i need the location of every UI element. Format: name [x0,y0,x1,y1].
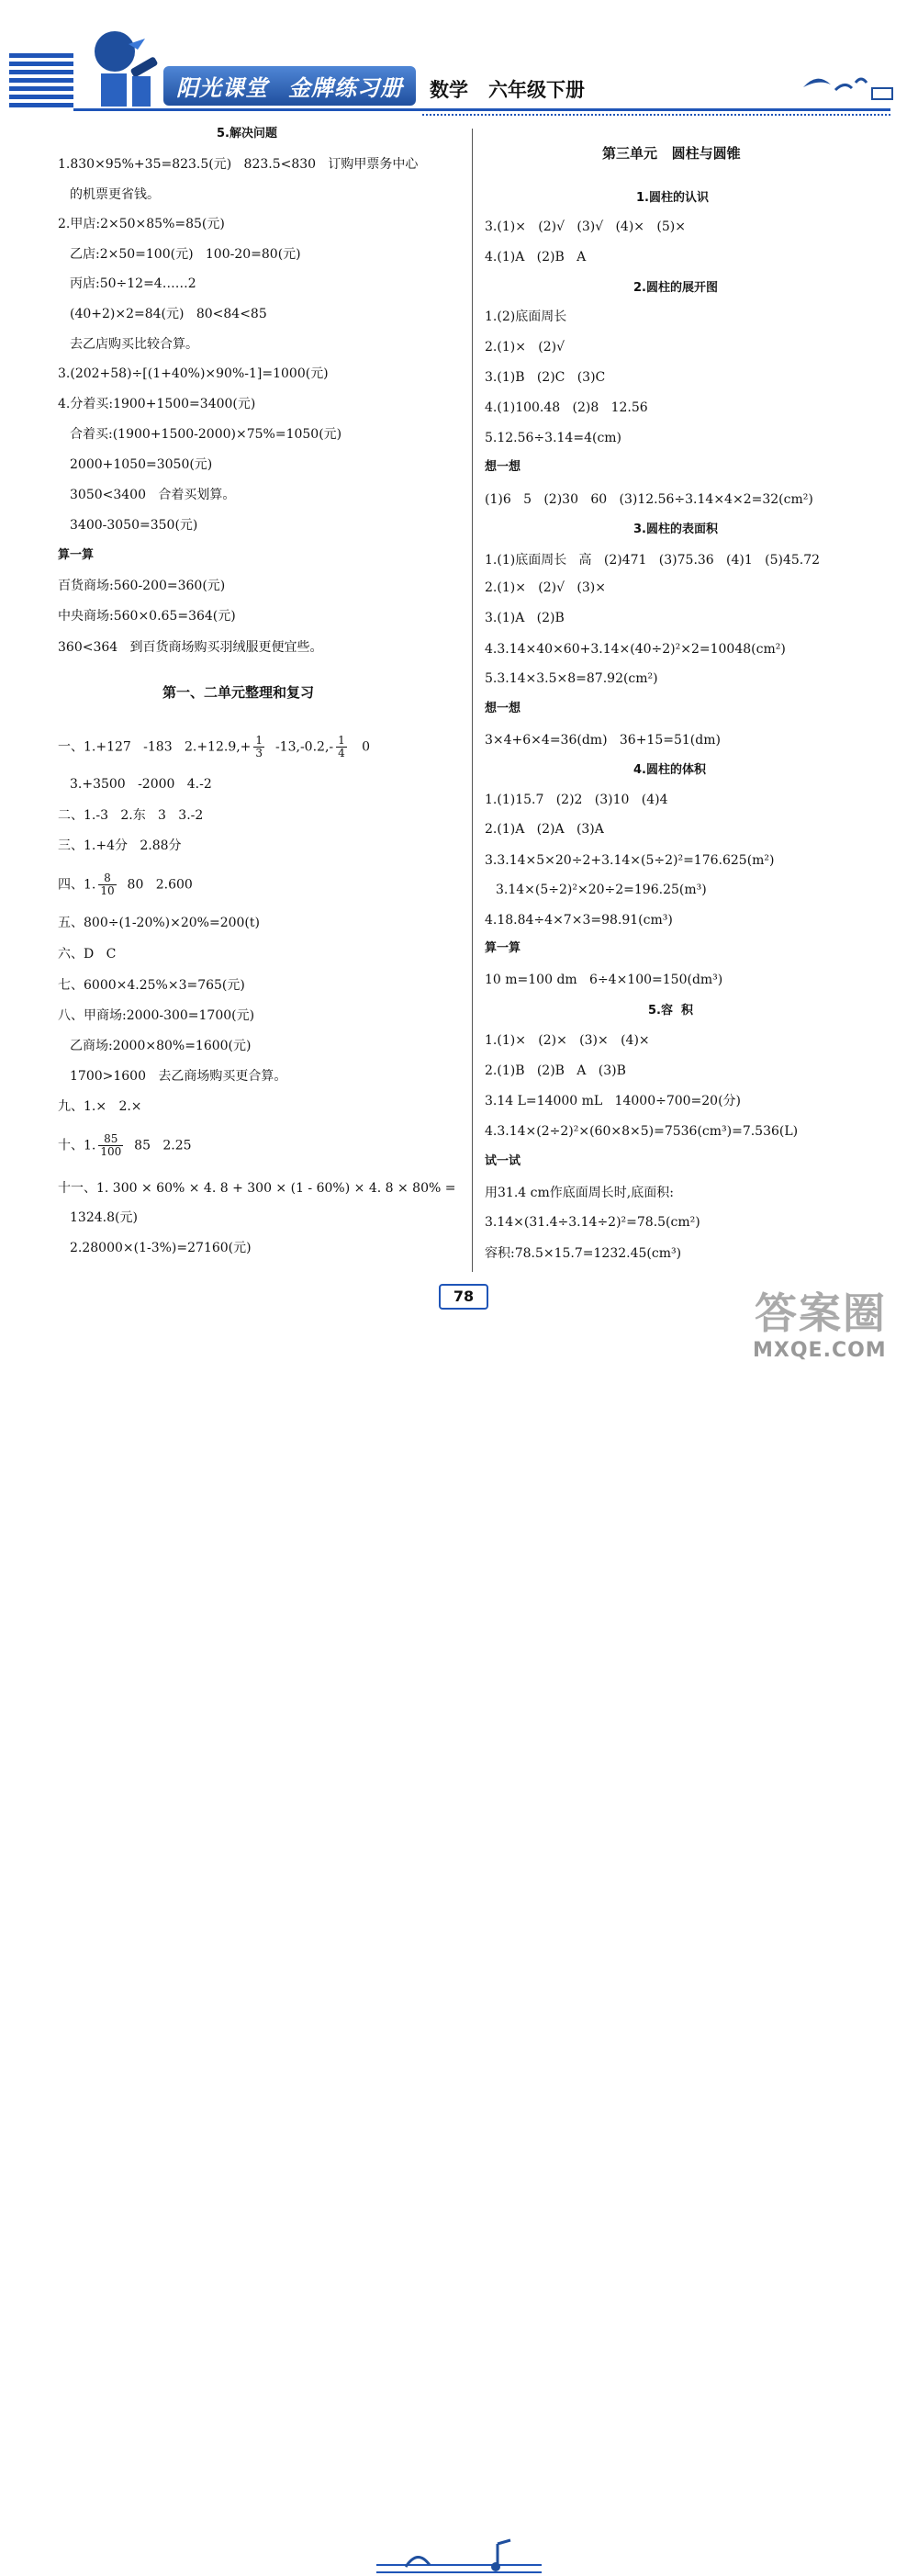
page-header [0,0,918,129]
answer-line: 乙店:2×50=100(元) 100-20=80(元) [70,247,301,262]
answer-line: 1324.8(元) [70,1210,138,1225]
answer-line: 九、1.× 2.× [58,1099,142,1114]
answer-line: 1.(1)底面周长 高 (2)471 (3)75.36 (4)1 (5)45.72 [485,553,821,568]
page-number: 78 [439,1284,488,1310]
header-stripes [9,53,73,108]
answer-line: 一、1.+127 -183 2.+12.9,+ $\frac{1}{3}$ -13,-0.2,- $\frac{1}{4}$ 0 [58,734,371,759]
answer-line: 4.3.14×(2÷2)²×(60×8×5)=7536(cm³)=7.536(L) [485,1124,799,1139]
column-divider [472,129,473,1272]
answer-line: 2.(1)× (2)√ (3)× [485,580,606,595]
fraction: $\frac{1}{4}$ [338,734,345,759]
answer-line: 3.14×(5÷2)²×20÷2=196.25(m³) [496,883,707,897]
answer-line: 4.分着买:1900+1500=3400(元) [58,397,256,411]
footer-rule [376,2571,542,2573]
answer-line: 3.3.14×5×20÷2+3.14×(5÷2)²=176.625(m²) [485,853,775,868]
answer-line: 用31.4 cm作底面周长时,底面积: [485,1186,674,1200]
answer-line: 合着买:(1900+1500-2000)×75%=1050(元) [70,427,342,442]
answer-line: 1.(2)底面周长 [485,309,567,324]
answer-line: 3.(1)A (2)B [485,611,565,625]
section-heading: 3.圆柱的表面积 [633,523,718,536]
answer-line: 乙商场:2000×80%=1600(元) [70,1039,252,1053]
answer-line: 4.18.84÷4×7×3=98.91(cm³) [485,913,673,928]
unit-heading: 第一、二单元整理和复习 [162,684,315,701]
answer-line: 4.(1)A (2)B A [485,250,587,264]
answer-line: 六、D C [58,947,117,962]
brand-title: 阳光课堂 金牌练习册 [163,66,416,106]
section-heading: 4.圆柱的体积 [633,763,706,777]
answer-line: 1700>1600 去乙商场购买更合算。 [70,1069,287,1084]
answer-line: 的机票更省钱。 [70,187,160,202]
answer-line: 八、甲商场:2000-300=1700(元) [58,1008,255,1023]
answer-line: 四、1. $\frac{8}{10}$ 80 2.600 [58,872,193,897]
answer-line: 容积:78.5×15.7=1232.45(cm³) [485,1246,682,1261]
answer-line: 3050<3400 合着买划算。 [70,488,236,502]
answer-line: 3×4+6×4=36(dm) 36+15=51(dm) [485,733,721,748]
answer-line: 5.12.56÷3.14=4(cm) [485,431,622,445]
answer-line: 2.甲店:2×50×85%=85(元) [58,217,225,231]
section-heading: 算一算 [58,548,95,562]
answer-line: 3.(1)× (2)√ (3)√ (4)× (5)× [485,219,686,234]
section-heading: 想一想 [485,702,521,715]
answer-line: 3.14×(31.4÷3.14÷2)²=78.5(cm²) [485,1215,700,1230]
answer-line: 二、1.-3 2.东 3 3.-2 [58,808,204,823]
answer-line: 360<364 到百货商场购买羽绒服更便宜些。 [58,640,323,655]
answer-line: 2.(1)× (2)√ [485,340,565,354]
answer-line: 3.(202+58)÷[(1+40%)×90%-1]=1000(元) [58,366,329,381]
answer-line: 1.(1)15.7 (2)2 (3)10 (4)4 [485,793,668,807]
answer-line: 2.28000×(1-3%)=27160(元) [70,1241,252,1255]
answer-line: 10 m=100 dm 6÷4×100=150(dm³) [485,973,723,987]
answer-line: 3.14 L=14000 mL 14000÷700=20(分) [485,1094,742,1108]
answer-line: 中央商场:560×0.65=364(元) [58,609,236,624]
answer-line: 5.3.14×3.5×8=87.92(cm²) [485,671,658,686]
answer-line: (40+2)×2=84(元) 80<84<85 [70,307,267,321]
section-heading: 5.容 积 [648,1004,694,1018]
fraction: $\frac{85}{100}$ [100,1132,122,1158]
music-note-icon [488,2538,516,2575]
answer-line: 4.(1)100.48 (2)8 12.56 [485,400,648,415]
answer-line: 十、1. $\frac{85}{100}$ 85 2.25 [58,1132,192,1158]
fraction: $\frac{8}{10}$ [100,872,115,897]
answer-line: 1.(1)× (2)× (3)× (4)× [485,1033,650,1048]
answer-line: 十一、1. 300 × 60% × 4. 8 + 300 × (1 - 60%) × 4. 8 × 80% = [58,1181,456,1196]
answer-line: 五、800÷(1-20%)×20%=200(t) [58,916,260,930]
section-heading: 试一试 [485,1154,521,1168]
watermark-logo: 答案圈 [755,1288,887,1338]
birds-icon [799,64,900,101]
fraction: $\frac{1}{3}$ [255,734,263,759]
answer-line: 3.+3500 -2000 4.-2 [70,777,212,792]
bird-icon [404,2539,431,2576]
answer-line: 丙店:50÷12=4……2 [70,276,196,291]
section-heading: 1.圆柱的认识 [636,191,709,205]
answer-line: (1)6 5 (2)30 60 (3)12.56÷3.14×4×2=32(cm²) [485,492,813,507]
footer-rule [376,2564,542,2566]
answer-line: 2.(1)B (2)B A (3)B [485,1063,626,1078]
answer-line: 2.(1)A (2)A (3)A [485,822,604,837]
section-heading: 5.解决问题 [217,127,277,141]
answer-line: 3.(1)B (2)C (3)C [485,370,606,385]
telescope-scene-icon [73,26,165,110]
answer-line: 七、6000×4.25%×3=765(元) [58,978,245,993]
answer-line: 去乙店购买比较合算。 [70,337,198,352]
section-heading: 想一想 [485,460,521,474]
answer-line: 4.3.14×40×60+3.14×(40÷2)²×2=10048(cm²) [485,642,786,657]
header-dotted-rule [422,114,890,116]
answer-line: 3400-3050=350(元) [70,518,198,533]
section-heading: 算一算 [485,941,521,955]
section-heading: 2.圆柱的展开图 [633,281,718,295]
answer-line: 三、1.+4分 2.88分 [58,838,182,853]
answer-line: 1.830×95%+35=823.5(元) 823.5<830 订购甲票务中心 [58,157,419,172]
answer-line: 2000+1050=3050(元) [70,457,213,472]
unit-heading: 第三单元 圆柱与圆锥 [602,145,741,162]
header-rule [73,108,890,111]
answer-line: 百货商场:560-200=360(元) [58,579,226,593]
watermark-url: MXQE.COM [753,1339,887,1362]
subject-title: 数学 六年级下册 [430,79,585,101]
